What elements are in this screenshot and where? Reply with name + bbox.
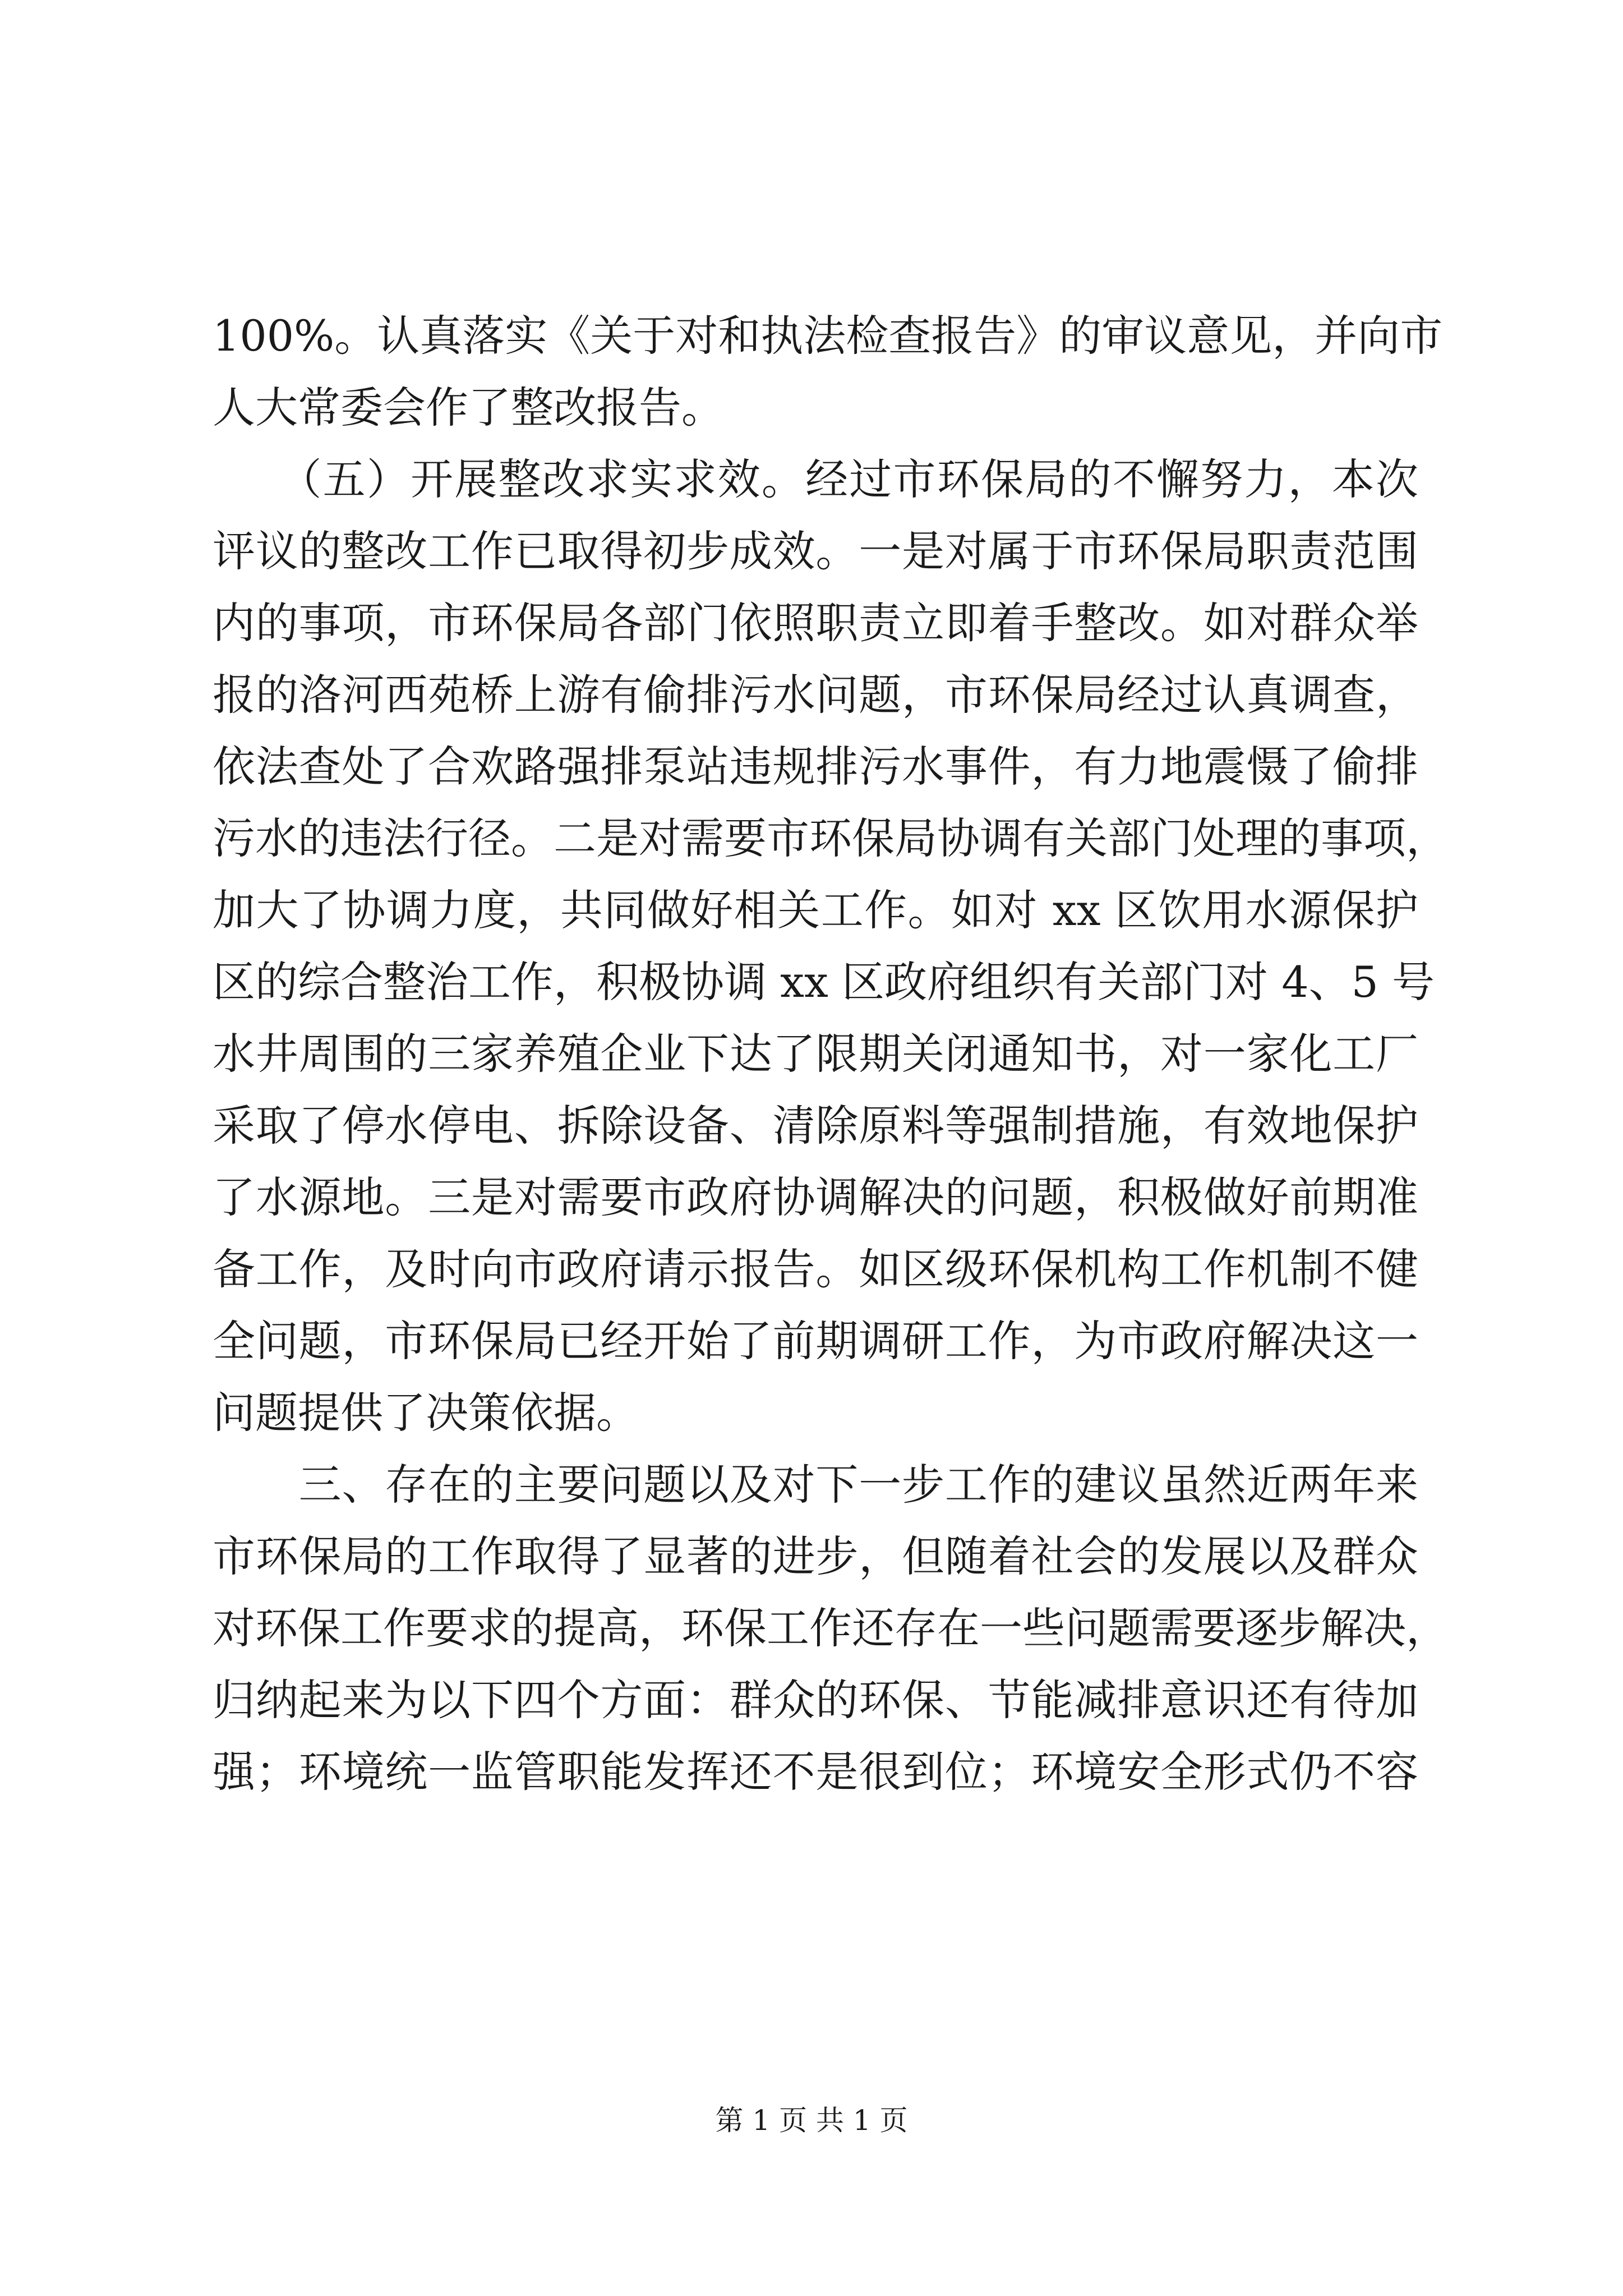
- text-line: 了水源地。三是对需要市政府协调解决的问题，积极做好前期准: [213, 1172, 1418, 1222]
- text-line: 对环保工作要求的提高，环保工作还存在一些问题需要逐步解决，: [213, 1603, 1449, 1653]
- text-line: 污水的违法行径。二是对需要市环保局协调有关部门处理的事项，: [213, 813, 1449, 863]
- text-line: 市环保局的工作取得了显著的进步，但随着社会的发展以及群众: [213, 1531, 1418, 1581]
- text-line: 100%。认真落实《关于对和执法检查报告》的审议意见，并向市: [213, 311, 1443, 361]
- text-line: 强；环境统一监管职能发挥还不是很到位；环境安全形式仍不容: [213, 1747, 1418, 1797]
- text-line: 归纳起来为以下四个方面：群众的环保、节能减排意识还有待加: [213, 1675, 1418, 1725]
- text-line: 水井周围的三家养殖企业下达了限期关闭通知书，对一家化工厂: [213, 1029, 1418, 1079]
- document-body: [213, 300, 1449, 1808]
- text-line: 报的洛河西苑桥上游有偷排污水问题，市环保局经过认真调查，: [213, 670, 1418, 720]
- text-line: 加大了协调力度，共同做好相关工作。如对 xx 区饮用水源保护: [213, 885, 1418, 935]
- text-line: 依法查处了合欢路强排泵站违规排污水事件，有力地震慑了偷排: [213, 742, 1418, 792]
- text-line: 三、存在的主要问题以及对下一步工作的建议虽然近两年来: [213, 1460, 1418, 1510]
- text-line: 全问题，市环保局已经开始了前期调研工作，为市政府解决这一: [213, 1316, 1418, 1366]
- text-line: 评议的整改工作已取得初步成效。一是对属于市环保局职责范围: [213, 526, 1418, 576]
- page-footer: 第 1 页 共 1 页: [715, 2104, 908, 2137]
- text-line: 采取了停水停电、拆除设备、清除原料等强制措施，有效地保护: [213, 1101, 1418, 1151]
- text-line: （五）开展整改求实求效。经过市环保局的不懈努力，本次: [213, 454, 1418, 504]
- text-line: 内的事项，市环保局各部门依照职责立即着手整改。如对群众举: [213, 598, 1418, 648]
- text-line: 区的综合整治工作，积极协调 xx 区政府组织有关部门对 4、5 号: [213, 957, 1435, 1007]
- text-line: 备工作，及时向市政府请示报告。如区级环保机构工作机制不健: [213, 1244, 1418, 1294]
- text-line: 人大常委会作了整改报告。: [213, 383, 724, 432]
- text-line: 问题提供了决策依据。: [213, 1388, 639, 1438]
